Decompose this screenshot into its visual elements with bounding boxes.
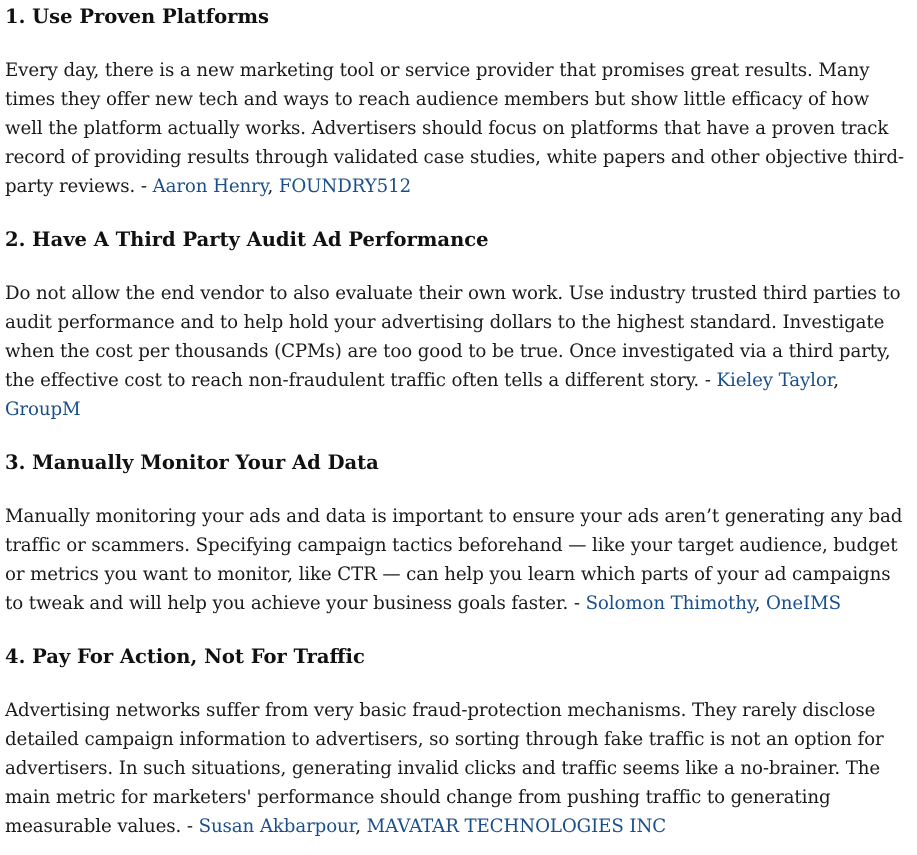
- section-heading-2: 2. Have A Third Party Audit Ad Performance: [5, 228, 489, 251]
- author-link-solomon-thimothy[interactable]: Solomon Thimothy: [585, 593, 755, 614]
- separator: ,: [267, 176, 279, 197]
- section-paragraph-1: [5, 56, 910, 201]
- section-text-1: Every day, there is a new marketing tool or service provider that promises great results. Many times they offer new tech and ways to reach audience members but show little efficacy of how well the platform actually works. Advertisers should focus on platforms that have a proven track record of providing results through validated case studies, white papers and other objective third-party reviews. -: [5, 60, 904, 197]
- section-text-4: Advertising networks suffer from very basic fraud-protection mechanisms. They rarely disclose detailed campaign information to advertisers, so sorting through fake traffic is not an option for advertisers. In such situations, generating invalid clicks and traffic seems like a no-brainer. The main metric for marketers' performance should change from pushing traffic to generating measurable values. -: [5, 700, 884, 837]
- company-link-oneims[interactable]: OneIMS: [765, 593, 842, 614]
- author-link-aaron-henry[interactable]: Aaron Henry: [152, 176, 268, 197]
- company-link-mavatar-technologies[interactable]: MAVATAR TECHNOLOGIES INC: [366, 816, 667, 837]
- company-link-groupm[interactable]: GroupM: [5, 399, 81, 420]
- section-text-3: Manually monitoring your ads and data is important to ensure your ads aren’t generating any bad traffic or scammers. Specifying campaign tactics beforehand — like your target audience, budget or metrics you want to monitor, like CTR — can help you learn which parts of your ad campaigns to tweak and will help you achieve your business goals faster. -: [5, 506, 903, 614]
- section-paragraph-2: [5, 279, 910, 424]
- separator: ,: [754, 593, 766, 614]
- section-paragraph-4: [5, 696, 910, 841]
- section-heading-3: 3. Manually Monitor Your Ad Data: [5, 451, 379, 474]
- section-heading-4: 4. Pay For Action, Not For Traffic: [5, 645, 365, 668]
- section-heading-1: 1. Use Proven Platforms: [5, 5, 269, 28]
- author-link-susan-akbarpour[interactable]: Susan Akbarpour: [198, 816, 356, 837]
- section-text-2: Do not allow the end vendor to also evaluate their own work. Use industry trusted third parties to audit performance and to help hold your advertising dollars to the highest standard. Investigate when the cost per thousands (CPMs) are too good to be true. Once investigated via a third party, the effective cost to reach non-fraudulent traffic often tells a different story. -: [5, 283, 901, 391]
- company-link-foundry512[interactable]: FOUNDRY512: [278, 176, 412, 197]
- separator: ,: [355, 816, 367, 837]
- section-paragraph-3: [5, 502, 910, 618]
- separator: ,: [833, 370, 839, 391]
- author-link-kieley-taylor[interactable]: Kieley Taylor: [716, 370, 834, 391]
